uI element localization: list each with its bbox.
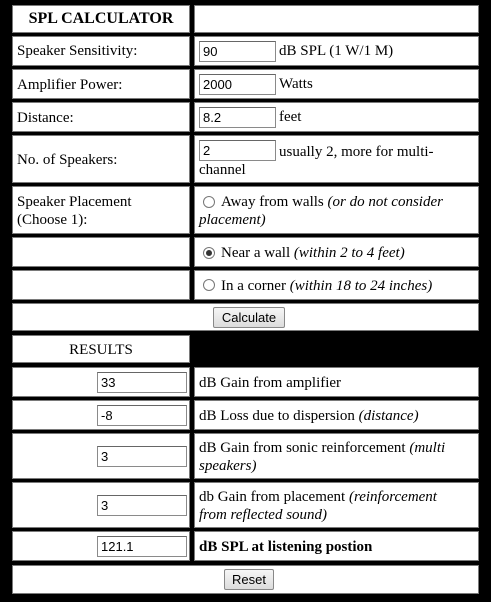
power-unit: Watts <box>279 76 313 92</box>
power-label-cell <box>12 69 190 99</box>
result-sonic-gain-field[interactable] <box>97 446 187 467</box>
sensitivity-unit: dB SPL (1 W/1 M) <box>279 43 394 59</box>
result-sonic-label-cell <box>194 433 479 479</box>
sensitivity-label-cell <box>12 36 190 66</box>
speakers-unit-line1: usually 2, more for multi- <box>279 144 434 160</box>
reset-button[interactable]: Reset <box>224 569 274 590</box>
placement-label-line2: (Choose 1): <box>17 212 88 228</box>
result-placement-gain-field[interactable] <box>97 495 187 516</box>
distance-input-cell <box>194 102 479 132</box>
placement-away-note-line2 <box>199 211 266 229</box>
placement-wall-label: Near a wall <box>221 245 291 261</box>
title-right-cell <box>194 5 479 33</box>
result-dispersion-value-cell <box>12 400 190 430</box>
sensitivity-input[interactable] <box>199 41 276 62</box>
result-sonic-label: dB Gain from sonic reinforcement <box>199 440 406 456</box>
title-cell <box>12 5 190 33</box>
result-total-spl-label: dB SPL at listening postion <box>199 539 373 555</box>
radio-near-a-wall[interactable] <box>203 247 215 259</box>
placement-corner-label: In a corner <box>221 278 286 294</box>
speakers-unit-line2: channel <box>199 162 246 178</box>
distance-unit: feet <box>279 109 302 125</box>
placement-away-label: Away from walls <box>221 194 324 210</box>
result-placement-text-line2 <box>199 506 327 524</box>
placement-empty-cell-2 <box>12 270 190 300</box>
distance-label: Distance: <box>17 110 74 126</box>
result-amplifier-gain-label: dB Gain from amplifier <box>199 375 342 391</box>
calculate-cell <box>12 303 479 331</box>
speakers-label-cell <box>12 135 190 183</box>
placement-away-label-line1 <box>221 193 443 211</box>
result-dispersion-text <box>199 407 419 425</box>
result-placement-label: db Gain from placement <box>199 489 346 505</box>
result-placement-value-cell <box>12 482 190 528</box>
result-sonic-text-line2 <box>199 457 256 475</box>
result-total-value-cell <box>12 531 190 561</box>
result-placement-label-cell <box>194 482 479 528</box>
speakers-label: No. of Speakers: <box>17 152 118 168</box>
results-heading: RESULTS <box>69 342 133 358</box>
placement-corner-note: (within 18 to 24 inches) <box>289 278 433 294</box>
result-sonic-text-line1 <box>199 439 445 457</box>
placement-option-away-cell <box>194 186 479 234</box>
sensitivity-input-cell <box>194 36 479 66</box>
result-placement-note-line2: from reflected sound) <box>199 507 328 523</box>
placement-label-cell <box>12 186 190 234</box>
speakers-input[interactable] <box>199 140 276 161</box>
power-input[interactable] <box>199 74 276 95</box>
distance-input[interactable] <box>199 107 276 128</box>
result-sonic-value-cell <box>12 433 190 479</box>
result-placement-note-line1: (reinforcement <box>348 489 437 505</box>
power-input-cell <box>194 69 479 99</box>
placement-option-wall-cell <box>194 237 479 267</box>
result-sonic-note-line2: speakers) <box>199 458 257 474</box>
result-amplifier-gain-field[interactable] <box>97 372 187 393</box>
placement-wall-text <box>221 244 405 262</box>
calculate-button[interactable]: Calculate <box>213 307 285 328</box>
result-placement-text-line1 <box>199 488 437 506</box>
result-amp-value-cell <box>12 367 190 397</box>
placement-empty-cell-1 <box>12 237 190 267</box>
result-dispersion-label: dB Loss due to dispersion <box>199 408 355 424</box>
radio-in-a-corner[interactable] <box>203 279 215 291</box>
placement-option-corner-cell <box>194 270 479 300</box>
result-sonic-note-line1: (multi <box>409 440 446 456</box>
page-title: SPL CALCULATOR <box>28 10 174 27</box>
placement-away-note-line1: (or do not consider <box>327 194 443 210</box>
placement-corner-text <box>221 277 432 295</box>
placement-wall-note: (within 2 to 4 feet) <box>293 245 405 261</box>
results-heading-cell <box>12 335 190 363</box>
result-total-spl-field[interactable] <box>97 536 187 557</box>
sensitivity-label: Speaker Sensitivity: <box>17 43 138 59</box>
placement-away-note-line2-text: placement) <box>199 212 266 228</box>
power-label: Amplifier Power: <box>17 77 123 93</box>
result-amp-label-cell <box>194 367 479 397</box>
radio-away-from-walls[interactable] <box>203 196 215 208</box>
result-dispersion-label-cell <box>194 400 479 430</box>
placement-label-line1: Speaker Placement <box>17 194 132 210</box>
result-dispersion-note: (distance) <box>358 408 419 424</box>
distance-label-cell <box>12 102 190 132</box>
speakers-input-cell <box>194 135 479 183</box>
result-dispersion-loss-field[interactable] <box>97 405 187 426</box>
reset-cell <box>12 565 479 594</box>
result-total-label-cell <box>194 531 479 561</box>
